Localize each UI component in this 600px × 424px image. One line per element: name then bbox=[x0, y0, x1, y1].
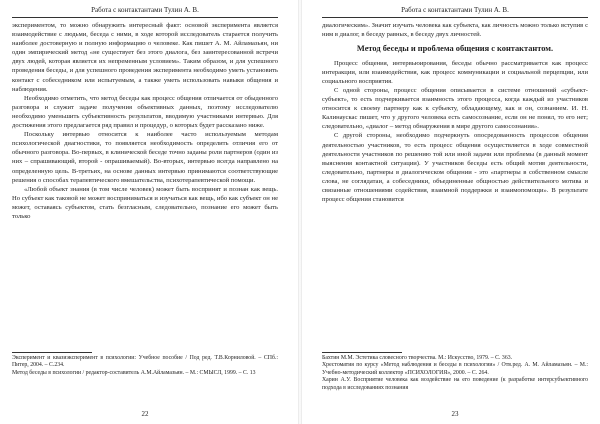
page-number-left: 22 bbox=[141, 410, 149, 418]
running-header-right: Работа с контактантами Тулин А. В. bbox=[322, 6, 588, 18]
footnote: Метод беседы в психологии / редактор-составитель А.М.Айламазьян. – М.: СМЫСЛ, 1999. – С. 13 bbox=[12, 369, 256, 376]
left-footnotes bbox=[12, 352, 278, 377]
section-title: Метод беседы и проблема общения с контактантом. bbox=[356, 44, 554, 54]
running-header-left: Работа с контактантами Тулин А. В. bbox=[12, 6, 278, 18]
page-number-right: 23 bbox=[451, 410, 459, 418]
paragraph: С одной стороны, процесс общения описывается в системе отношений «субъект-субъект», то есть подчеркивается взаимность этого процесса, когда каждый из участников относится к своему партнеру как к субъекту, обладающему, как и он, сознанием. И. Н. Калинаускас пишет, что у другого человека есть самосознание, если он не понял, то его нет; следовательно, «диалог – метод обнаружения в мире другого самосознания». bbox=[322, 86, 588, 131]
paragraph: Поскольку интервью относится к наиболее часто используемым методам психологической диагностики, то появляется необходимость определить отличия его от обычного разговора. Во-первых, в клинической беседе точно заданы роли партнеров (один из них – спрашивающий, второй - опрашиваемый). Во-вторых, интервью всегда направлено на определенную цель. В-третьих, на основе данных интервью принимаются соответствующие решения о способах терапевтического вмешательства, психотерапевтической помощи. bbox=[12, 131, 278, 184]
footnote: Бахтин М.М. Эстетика словесного творчества. М.: Искусство, 1979. – С. 363. bbox=[322, 355, 513, 361]
footnote: Харин А.У. Восприятие человека как воздействие на его поведение (к разработке интерсубъективного подхода в исследованиях познания bbox=[322, 377, 588, 391]
footnote-rule bbox=[12, 352, 92, 353]
paragraph: «Любой объект знания (в том числе человек) может быть воспринят и познан как вещь. Но субъект как таковой не может восприниматься и изучаться как вещь, ибо как субъект он не может, оставаясь субъектом, стать безгласным, следовательно, познание его может быть только bbox=[12, 185, 278, 220]
paragraph: Необходимо отметить, что метод беседы как процесс общения отличается от обыденного разговора и служит задаче получения объективных данных, поэтому исследователю необходимо уменьшить субъективность результатов, вводимую участниками интервью. Для достижения этого предлагается ряд правил и процедур, о которых будет рассказано ниже. bbox=[12, 94, 278, 130]
right-page bbox=[310, 0, 600, 424]
left-body-text bbox=[12, 21, 278, 221]
right-body-text bbox=[322, 21, 588, 204]
right-footnotes bbox=[322, 352, 588, 392]
paragraph: диалогическим». Значит изучать человека как субъекта, как личность можно только вступив с ним в диалог, в беседу равных, в беседу двух личностей. bbox=[322, 22, 588, 39]
paragraph: экспериментом, то можно обнаружить интересный факт: основой эксперимента является взаимодействие с людьми, беседа с ними, в ходе которой исследователь старается получить наиболее достоверную и полную информацию о человеке. Как пишет А. М. Айламазьян, ни один эмпирический метод «не существует без этого диалога, без заинтересованной встречи двух людей, которая является их непременным условием». Таким образом, и для успешного проведения беседы, и для успешного проведения эксперимента необходимо уметь установить контакт с собеседником или испытуемым, а также уметь использовать навыки общения и наблюдения. bbox=[12, 22, 278, 93]
footnote-rule bbox=[322, 352, 402, 353]
paragraph: С другой стороны, необходимо подчеркнуть опосредованность процессов общения деятельностью участников, то есть процесс общения осуществляется в ходе совместной деятельности участников по решению той или иной задачи или проблемы (в данный момент выяснения контактной ситуации). У участников беседы есть общий мотив деятельности, следовательно, партнеры в диалогическом общении - это «партнеры в собственном смысле слова, не соглядатаи, а собеседники, объединенные общностью действительного мотива и связанные отношениями содействия, взаимной поддержки и взаимопомощи». В результате процесс общения становится bbox=[322, 132, 588, 204]
left-page bbox=[0, 0, 290, 424]
footnote: Хрестоматия по курсу «Метод наблюдения и беседы в психологии» / Отв.ред. А. М. Айламазьян. – М.: Учебно-методический коллектор «ПСИХОЛОГИЯ», 2000. – С. 264. bbox=[322, 362, 588, 376]
book-spine bbox=[298, 0, 302, 424]
paragraph: Процесс общения, интервьюирования, беседы обычно рассматривается как процесс интеракции, или взаимодействия, как процесс коммуникации и социальной перцепции, или социального восприятия. bbox=[322, 59, 588, 85]
footnote: Эксперимент и квазиэксперимент в психологии: Учебное пособие / Под ред. Т.В.Корниловой. – СПб.: Питер, 2004. – С.234. bbox=[12, 355, 278, 369]
